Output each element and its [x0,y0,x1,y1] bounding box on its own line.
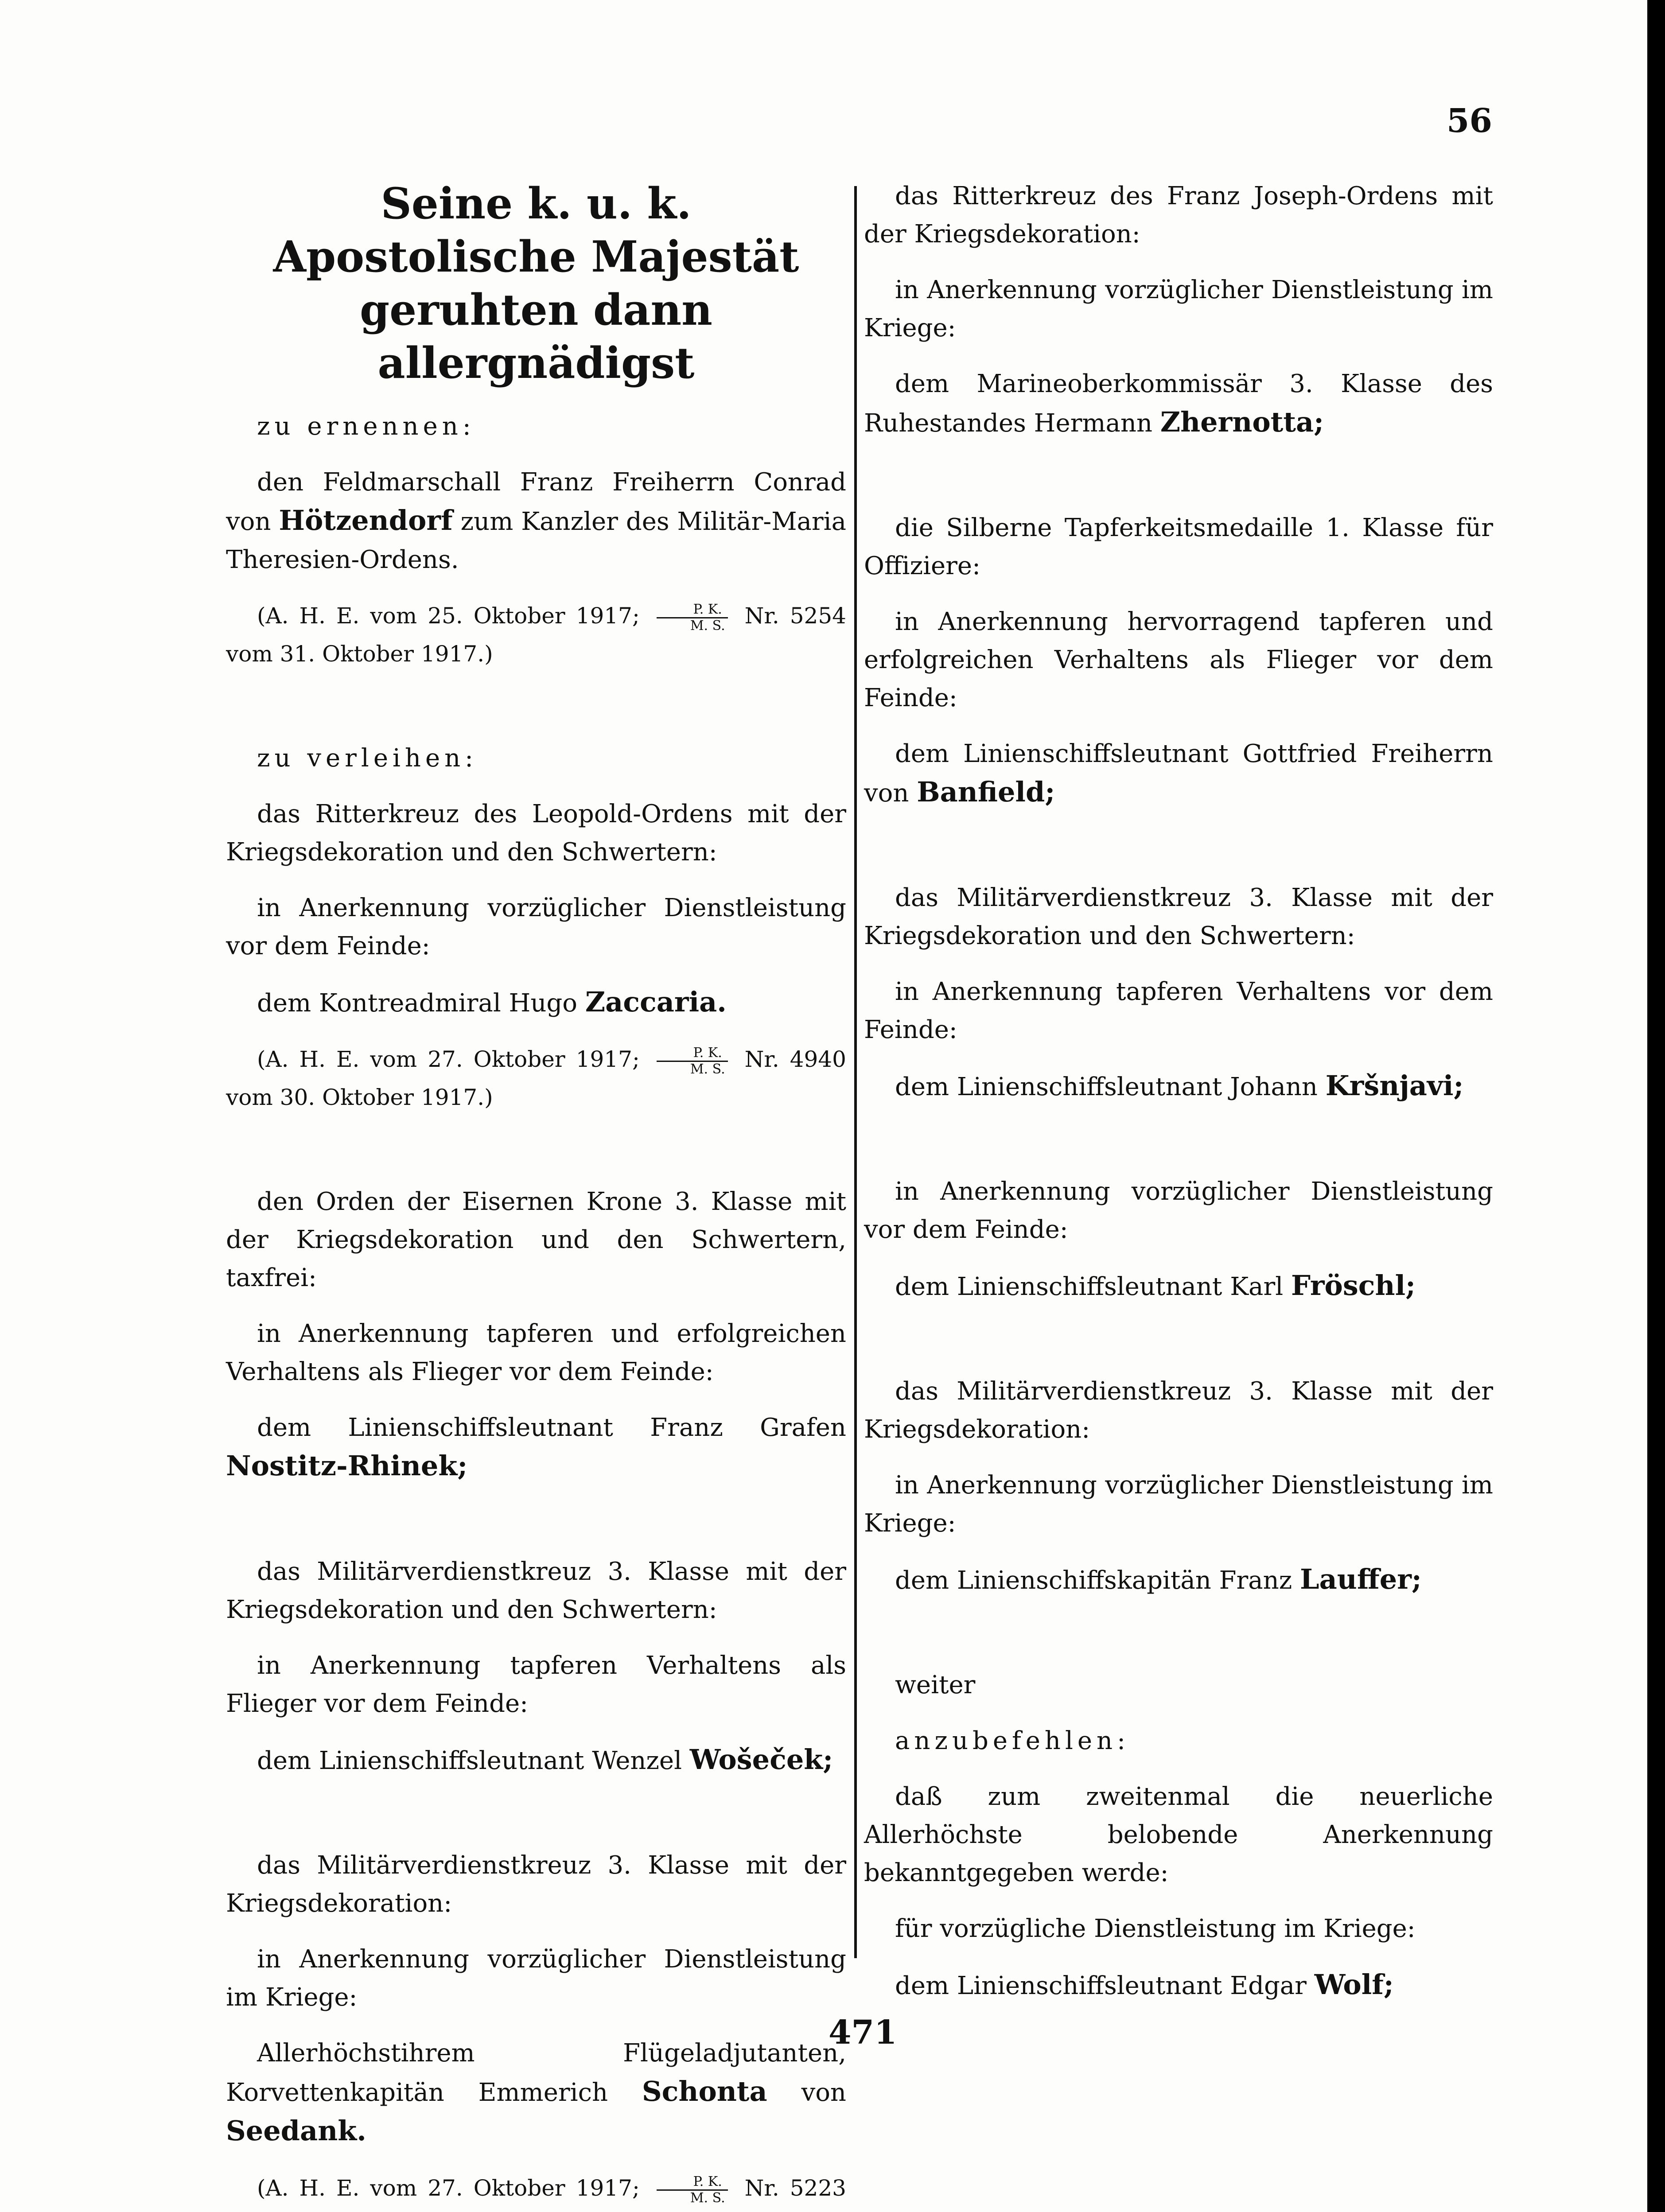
recipient-name: Hötzendorf [279,504,453,536]
recipient-rank: dem Marineoberkommissär 3. Klasse des Ruhestandes Hermann [864,369,1493,438]
order-title: die Silberne Tapferkeitsmedaille 1. Klasse für Offiziere: [864,513,1493,580]
fraction-numerator: P. K. [657,602,728,618]
award-reason: für vorzügliche Dienstleistung im Kriege: [895,1914,1416,1943]
commendation-text: daß zum zweitenmal die neuerliche Allerhöchste belobende Anerkennung bekanntgegeben werde: [864,1782,1493,1887]
order-title: das Militärverdienstkreuz 3. Klasse mit der Kriegsdekoration und den Schwertern: [864,883,1493,950]
recipient-line [864,365,1493,443]
order-title: das Militärverdienstkreuz 3. Klasse mit der Kriegsdekoration: [864,1377,1493,1444]
order-title: das Militärverdienstkreuz 3. Klasse mit der Kriegsdekoration und den Schwertern: [226,1557,846,1624]
citation [226,1040,846,1116]
order-title: das Ritterkreuz des Franz Joseph-Ordens mit der Kriegsdekoration: [864,182,1493,249]
continuation-word: weiter [895,1671,976,1699]
order-title: den Orden der Eisernen Krone 3. Klasse mit der Kriegsdekoration und den Schwertern, taxfrei: [226,1187,846,1292]
recipient-name: Lauffer; [1300,1563,1422,1595]
recipient-particle: von [801,2078,846,2107]
citation-text: Nr. 5223 [744,2175,846,2201]
citation-fraction [657,2174,728,2206]
recipient-rank: dem Linienschiffsleutnant Edgar [895,1971,1307,2000]
citation-text: Nr. 4940 vom 30. Oktober 1917.) [226,1046,846,1110]
citation-fraction [657,602,728,634]
right-column [864,177,1493,2023]
fraction-numerator: P. K. [657,1046,728,1062]
section-label-anzubefehlen: anzubefehlen: [895,1726,1130,1755]
recipient-rank: dem Linienschiffsleutnant Johann [895,1073,1318,1101]
recipient-line [864,735,1493,812]
award-reason: in Anerkennung tapferen und erfolgreichen Verhaltens als Flieger vor dem Feinde: [226,1319,846,1386]
section-label-verleihen: zu verleihen: [257,744,478,773]
award-reason: in Anerkennung vorzüglicher Dienstleistung vor dem Feinde: [226,894,846,960]
award-reason: in Anerkennung vorzüglicher Dienstleistung im Kriege: [864,276,1493,342]
recipient-line [226,2034,846,2151]
award-reason: in Anerkennung tapferen Verhaltens als Flieger vor dem Feinde: [226,1651,846,1718]
recipient-line [864,1560,1493,1600]
recipient-name: Wošeček; [689,1743,833,1776]
column-divider [854,186,857,1958]
citation [226,597,846,673]
decree-heading: Seine k. u. k. Apostolische Majestät geruhten dann allergnädigst [273,179,799,388]
recipient-line [864,1067,1493,1106]
citation-fraction [657,1046,728,1077]
recipient-rank: dem Linienschiffsleutnant Karl [895,1272,1284,1301]
recipient-name: Seedank. [226,2115,366,2147]
recipient-name: Kršnjavi; [1325,1069,1464,1102]
recipient-name: Zaccaria. [585,986,727,1018]
citation-text: (A. H. E. vom 27. Oktober 1917; [257,1046,640,1072]
appointment-entry [226,463,846,579]
recipient-line [226,1741,846,1780]
page-number-top: 56 [1447,102,1492,140]
award-reason: in Anerkennung tapferen Verhaltens vor dem Feinde: [864,977,1493,1044]
order-title: das Militärverdienstkreuz 3. Klasse mit der Kriegsdekoration: [226,1851,846,1918]
fraction-numerator: P. K. [657,2174,728,2191]
citation-text: (A. H. E. vom 25. Oktober 1917; [257,603,640,629]
page-number-bottom: 471 [829,2014,897,2052]
recipient-name: Schonta [642,2075,767,2107]
citation-text: (A. H. E. vom 27. Oktober 1917; [257,2175,640,2201]
award-reason: in Anerkennung hervorragend tapferen und erfolgreichen Verhaltens als Flieger vor dem Feinde: [864,607,1493,712]
fraction-denominator: M. S. [690,2190,725,2206]
fraction-denominator: M. S. [690,1061,725,1077]
recipient-rank: dem Linienschiffsleutnant Franz Grafen [257,1413,846,1442]
recipient-rank: dem Linienschiffsleutnant Gottfried Freiherrn von [864,739,1493,808]
citation-text: Nr. 5254 vom 31. Oktober 1917.) [226,603,846,667]
recipient-line [226,1409,846,1486]
recipient-rank: dem Kontreadmiral Hugo [257,989,577,1018]
award-reason: in Anerkennung vorzüglicher Dienstleistung im Kriege: [226,1945,846,2012]
section-label-ernennen: zu ernennen: [257,412,475,441]
recipient-rank: dem Linienschiffskapitän Franz [895,1566,1292,1595]
citation [226,2169,846,2212]
recipient-rank: Allerhöchstihrem Flügeladjutanten, Korvettenkapitän Emmerich [226,2039,846,2107]
recipient-rank: dem Linienschiffsleutnant Wenzel [257,1746,682,1775]
fraction-denominator: M. S. [690,618,725,634]
entry-text: den Feldmarschall Franz Freiherrn Conrad von [226,468,846,536]
recipient-name: Wolf; [1314,1968,1394,2001]
recipient-name: Banfield; [917,776,1055,808]
recipient-line [864,1966,1493,2005]
award-reason: in Anerkennung vorzüglicher Dienstleistung vor dem Feinde: [864,1177,1493,1244]
recipient-name: Zhernotta; [1160,406,1324,438]
entry-text: zum Kanzler des Militär-Maria Theresien-Ordens. [226,507,846,574]
left-column [226,177,846,2212]
order-title: das Ritterkreuz des Leopold-Ordens mit der Kriegsdekoration und den Schwertern: [226,800,846,867]
award-reason: in Anerkennung vorzüglicher Dienstleistung im Kriege: [864,1471,1493,1538]
recipient-line [226,983,846,1022]
recipient-name: Fröschl; [1291,1269,1416,1302]
recipient-line [864,1267,1493,1306]
recipient-name: Nostitz-Rhinek; [226,1450,468,1482]
